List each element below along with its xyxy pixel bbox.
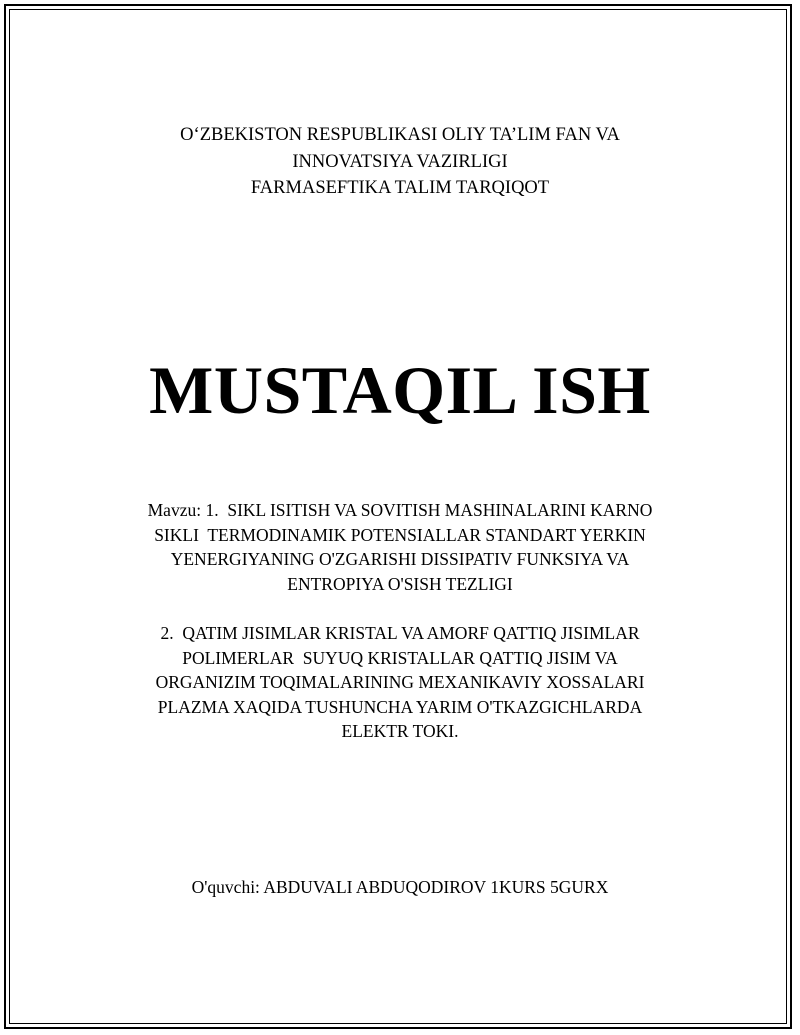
topic-2-line-3: ORGANIZIM TOQIMALARINING MEXANIKAVIY XOSSALARI xyxy=(155,672,645,692)
topic-1-line-4: ENTROPIYA O'SISH TEZLIGI xyxy=(287,573,513,594)
topic-1-line-3: YENERGIYANING O'ZGARISHI DISSIPATIV FUNKSIYA VA xyxy=(170,549,630,569)
topic-2 xyxy=(0,621,800,744)
topic-2-line-4: PLAZMA XAQIDA TUSHUNCHA YARIM O'TKAZGICHLARDA xyxy=(157,696,643,717)
header-line-2: INNOVATSIYA VAZIRLIGI xyxy=(292,151,508,172)
topic-2-line-1: 2. QATIM JISIMLAR KRISTAL VA AMORF QATTIQ JISIMLAR xyxy=(160,623,640,643)
topic-1 xyxy=(0,498,800,596)
topic-1-line-2: SIKLI TERMODINAMIK POTENSIALLAR STANDART YERKIN xyxy=(154,524,646,545)
student-line: O'quvchi: ABDUVALI ABDUQODIROV 1KURS 5GURX xyxy=(191,877,609,897)
topic-2-line-5: ELEKTR TOKI. xyxy=(341,721,459,741)
header-line-3: FARMASEFTIKA TALIM TARQIQOT xyxy=(250,178,550,198)
document-title: MUSTAQIL ISH xyxy=(149,352,651,428)
topic-1-line-1: Mavzu: 1. SIKL ISITISH VA SOVITISH MASHINALARINI KARNO xyxy=(147,500,653,520)
topic-2-line-2: POLIMERLAR SUYUQ KRISTALLAR QATTIQ JISIM VA xyxy=(182,647,618,668)
header-line-1: O‘ZBEKISTON RESPUBLIKASI OLIY TA’LIM FAN VA xyxy=(180,125,620,145)
ministry-header xyxy=(0,122,800,202)
